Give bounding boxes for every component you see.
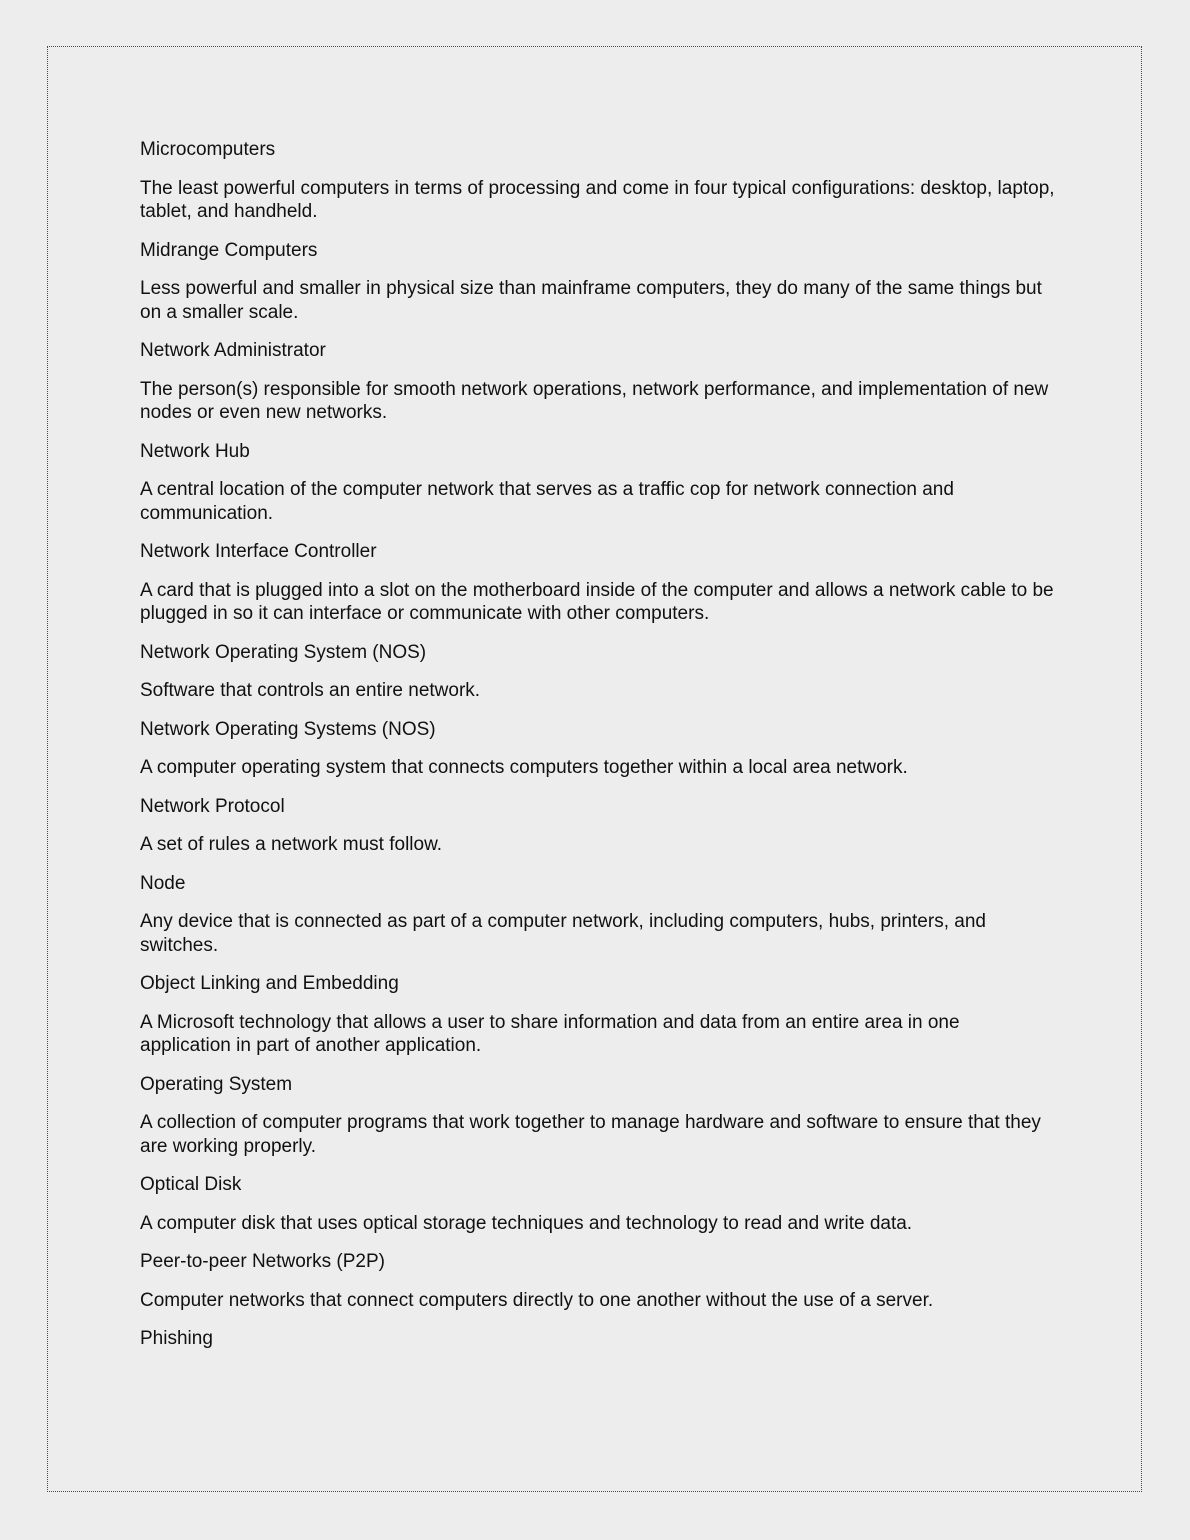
glossary-definition: A collection of computer programs that work together to manage hardware and software to ensure that they are working properly.	[140, 1112, 1041, 1157]
glossary-definition: Computer networks that connect computers directly to one another without the use of a server.	[140, 1289, 934, 1311]
glossary-term: Operating System	[140, 1073, 293, 1095]
glossary-definition: The person(s) responsible for smooth network operations, network performance, and implementation of new nodes or even new networks.	[140, 378, 1049, 423]
glossary-term: Network Interface Controller	[140, 541, 377, 562]
glossary-entry	[140, 718, 1055, 780]
glossary-definition: Any device that is connected as part of a computer network, including computers, hubs, printers, and switches.	[140, 911, 986, 956]
glossary-term: Node	[140, 872, 186, 894]
glossary-entry	[140, 339, 1055, 425]
glossary-term: Network Operating System (NOS)	[140, 641, 427, 663]
glossary-definition: Less powerful and smaller in physical size than mainframe computers, they do many of the same things but on a smaller scale.	[140, 278, 1042, 323]
glossary-definition: A computer operating system that connects computers together within a local area network.	[140, 757, 908, 778]
glossary-term: Object Linking and Embedding	[140, 973, 399, 994]
glossary-term: Network Operating Systems (NOS)	[140, 718, 436, 740]
glossary-entry	[140, 138, 1055, 224]
glossary-entry	[140, 872, 1055, 958]
glossary-term: Network Hub	[140, 440, 250, 462]
glossary-definition: A set of rules a network must follow.	[140, 834, 443, 855]
glossary-definition: A central location of the computer network that serves as a traffic cop for network connection and communication.	[140, 479, 954, 524]
glossary-definition: A Microsoft technology that allows a user to share information and data from an entire area in one application in part of another application.	[140, 1011, 960, 1056]
glossary-entry	[140, 440, 1055, 526]
glossary-entry	[140, 795, 1055, 857]
glossary-entry	[140, 540, 1055, 626]
glossary-entry	[140, 239, 1055, 325]
glossary-term: Network Administrator	[140, 340, 326, 361]
glossary-term: Network Protocol	[140, 795, 285, 817]
glossary-entry	[140, 1073, 1055, 1159]
glossary-entry	[140, 972, 1055, 1058]
glossary-term: Midrange Computers	[140, 239, 318, 261]
glossary-entry	[140, 1327, 1055, 1351]
glossary-content	[140, 138, 1055, 1366]
glossary-term: Phishing	[140, 1328, 213, 1349]
glossary-definition: Software that controls an entire network.	[140, 680, 481, 701]
glossary-definition: A computer disk that uses optical storage techniques and technology to read and write data.	[140, 1212, 913, 1234]
glossary-entry	[140, 1173, 1055, 1235]
glossary-term: Optical Disk	[140, 1174, 242, 1195]
glossary-term: Microcomputers	[140, 139, 276, 160]
glossary-entry	[140, 1250, 1055, 1312]
glossary-definition: A card that is plugged into a slot on the motherboard inside of the computer and allows a network cable to be plugged in so it can interface or communicate with other computers.	[140, 579, 1054, 624]
glossary-term: Peer-to-peer Networks (P2P)	[140, 1251, 385, 1272]
glossary-definition: The least powerful computers in terms of processing and come in four typical configurations: desktop, laptop, tablet, and handheld.	[140, 177, 1055, 222]
glossary-entry	[140, 641, 1055, 703]
